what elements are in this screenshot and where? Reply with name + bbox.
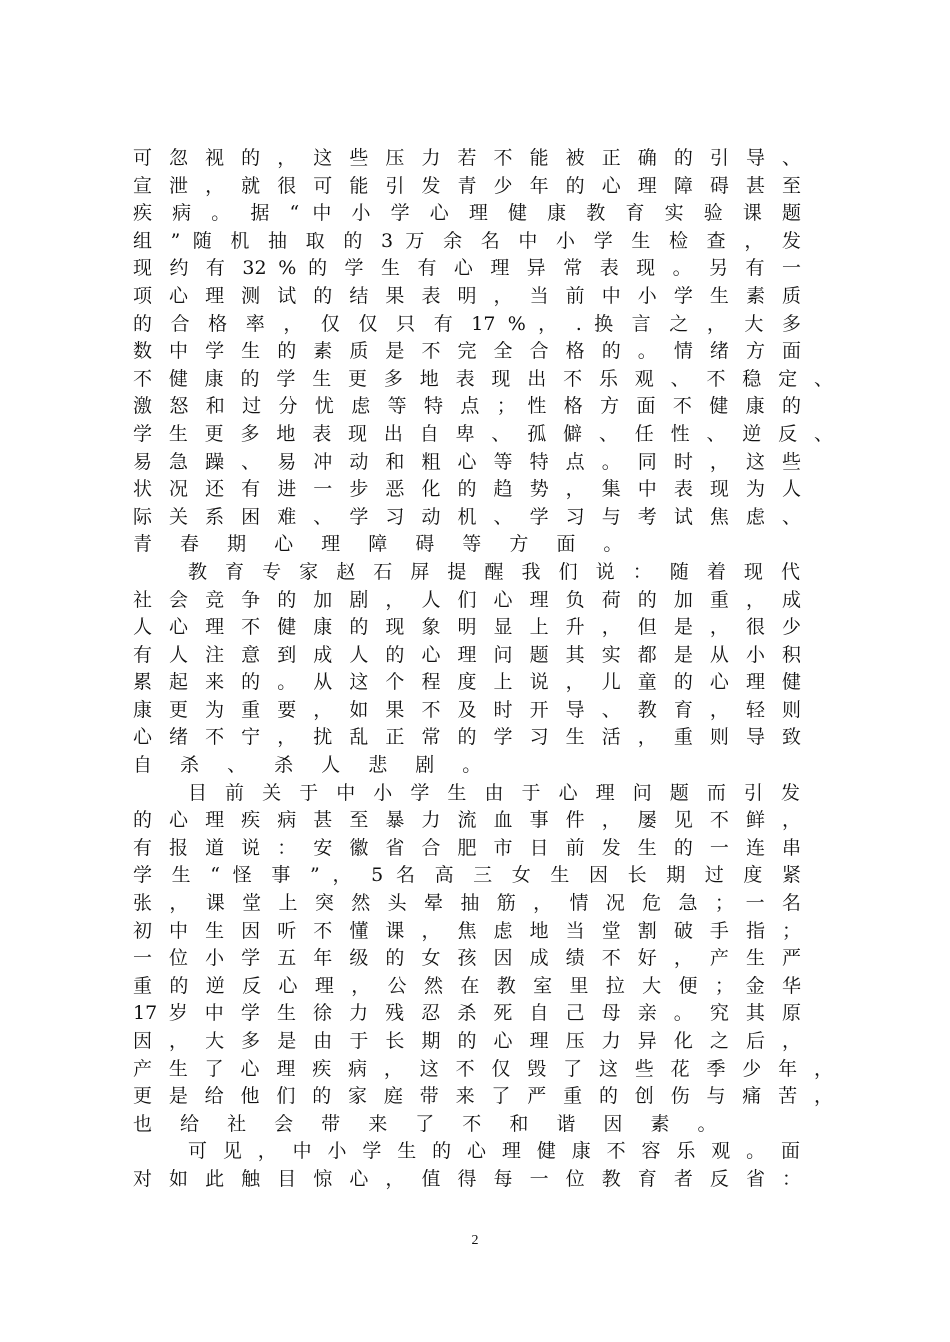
text-line: 际 关 系 困 难 、 学 习 动 机 、 学 习 与 考 试 焦 虑 、: [133, 505, 801, 528]
text-line: 宣 泄 ， 就 很 可 能 引 发 青 少 年 的 心 理 障 碍 甚 至: [133, 174, 801, 197]
text-line: 激 怒 和 过 分 忧 虑 等 特 点 ； 性 格 方 面 不 健 康 的: [133, 395, 801, 418]
text-line: 一 位 小 学 五 年 级 的 女 孩 因 成 绩 不 好 ， 产 生 严: [133, 947, 801, 970]
text-line: 项 心 理 测 试 的 结 果 表 明 ， 当 前 中 小 学 生 素 质: [133, 284, 801, 307]
text-line: 有 人 注 意 到 成 人 的 心 理 问 题 其 实 都 是 从 小 积: [133, 643, 801, 666]
text-line: 学 生 “ 怪 事 ” ， 5 名 高 三 女 生 因 长 期 过 度 紧: [133, 864, 801, 887]
text-line: 有 报 道 说 ： 安 徽 省 合 肥 市 日 前 发 生 的 一 连 串: [133, 836, 801, 859]
text-line: 更 是 给 他 们 的 家 庭 带 来 了 严 重 的 创 伤 与 痛 苦 ，: [133, 1085, 833, 1108]
text-line: 青 春 期 心 理 障 碍 等 方 面 。: [133, 533, 634, 556]
text-line: 教 育 专 家 赵 石 屏 提 醒 我 们 说 ： 随 着 现 代: [188, 560, 800, 583]
text-line: 可 见 ， 中 小 学 生 的 心 理 健 康 不 容 乐 观 。 面: [188, 1140, 800, 1163]
text-line: 不 健 康 的 学 生 更 多 地 表 现 出 不 乐 观 、 不 稳 定 、: [133, 367, 833, 390]
text-line: 可 忽 视 的 ， 这 些 压 力 若 不 能 被 正 确 的 引 导 、: [133, 147, 801, 169]
text-line: 状 况 还 有 进 一 步 恶 化 的 趋 势 ， 集 中 表 现 为 人: [133, 478, 801, 501]
text-line: 康 更 为 重 要 ， 如 果 不 及 时 开 导 、 教 育 ， 轻 则: [133, 698, 801, 721]
text-line: 组 ” 随 机 抽 取 的 3 万 余 名 中 小 学 生 检 查 ， 发: [133, 229, 801, 252]
text-line: 17 岁 中 学 生 徐 力 残 忍 杀 死 自 己 母 亲 。 究 其 原: [133, 1002, 801, 1025]
text-line: 也 给 社 会 带 来 了 不 和 谐 因 素 。: [133, 1112, 728, 1135]
text-line: 社 会 竞 争 的 加 剧 ， 人 们 心 理 负 荷 的 加 重 ， 成: [133, 588, 801, 611]
text-line: 现 约 有 32 % 的 学 生 有 心 理 异 常 表 现 。 另 有 一: [133, 257, 801, 280]
text-line: 对 如 此 触 目 惊 心 ， 值 得 每 一 位 教 育 者 反 省 ：: [133, 1167, 801, 1190]
text-line: 数 中 学 生 的 素 质 是 不 完 全 合 格 的 。 情 绪 方 面: [133, 340, 801, 363]
text-line: 学 生 更 多 地 表 现 出 自 卑 、 孤 僻 、 任 性 、 逆 反 、: [133, 422, 833, 445]
page-number: 2: [471, 1233, 479, 1248]
text-line: 张 ， 课 堂 上 突 然 头 晕 抽 筋 ， 情 况 危 急 ； 一 名: [133, 892, 801, 915]
text-line: 目 前 关 于 中 小 学 生 由 于 心 理 问 题 而 引 发: [188, 781, 800, 804]
text-line: 的 合 格 率 ， 仅 仅 只 有 17 % ， . 换 言 之 ， 大 多: [133, 312, 801, 335]
text-line: 的 心 理 疾 病 甚 至 暴 力 流 血 事 件 ， 屡 见 不 鲜 ，: [133, 809, 801, 832]
text-line: 重 的 逆 反 心 理 ， 公 然 在 教 室 里 拉 大 便 ； 金 华: [133, 974, 801, 997]
text-line: 累 起 来 的 。 从 这 个 程 度 上 说 ， 儿 童 的 心 理 健: [133, 671, 801, 694]
body-text: [133, 145, 833, 1194]
text-line: 疾 病 。 据 “ 中 小 学 心 理 健 康 教 育 实 验 课 题: [133, 202, 801, 225]
text-line: 自 杀 、 杀 人 悲 剧 。: [133, 754, 493, 777]
text-line: 产 生 了 心 理 疾 病 ， 这 不 仅 毁 了 这 些 花 季 少 年 ，: [133, 1057, 833, 1080]
text-line: 心 绪 不 宁 ， 扰 乱 正 常 的 学 习 生 活 ， 重 则 导 致: [133, 726, 801, 749]
text-line: 因 ， 大 多 是 由 于 长 期 的 心 理 压 力 异 化 之 后 ，: [133, 1030, 801, 1052]
text-line: 易 急 躁 、 易 冲 动 和 粗 心 等 特 点 。 同 时 ， 这 些: [133, 450, 801, 473]
text-line: 初 中 生 因 听 不 懂 课 ， 焦 虑 地 当 堂 割 破 手 指 ；: [133, 919, 801, 942]
text-line: 人 心 理 不 健 康 的 现 象 明 显 上 升 ， 但 是 ， 很 少: [133, 616, 801, 639]
